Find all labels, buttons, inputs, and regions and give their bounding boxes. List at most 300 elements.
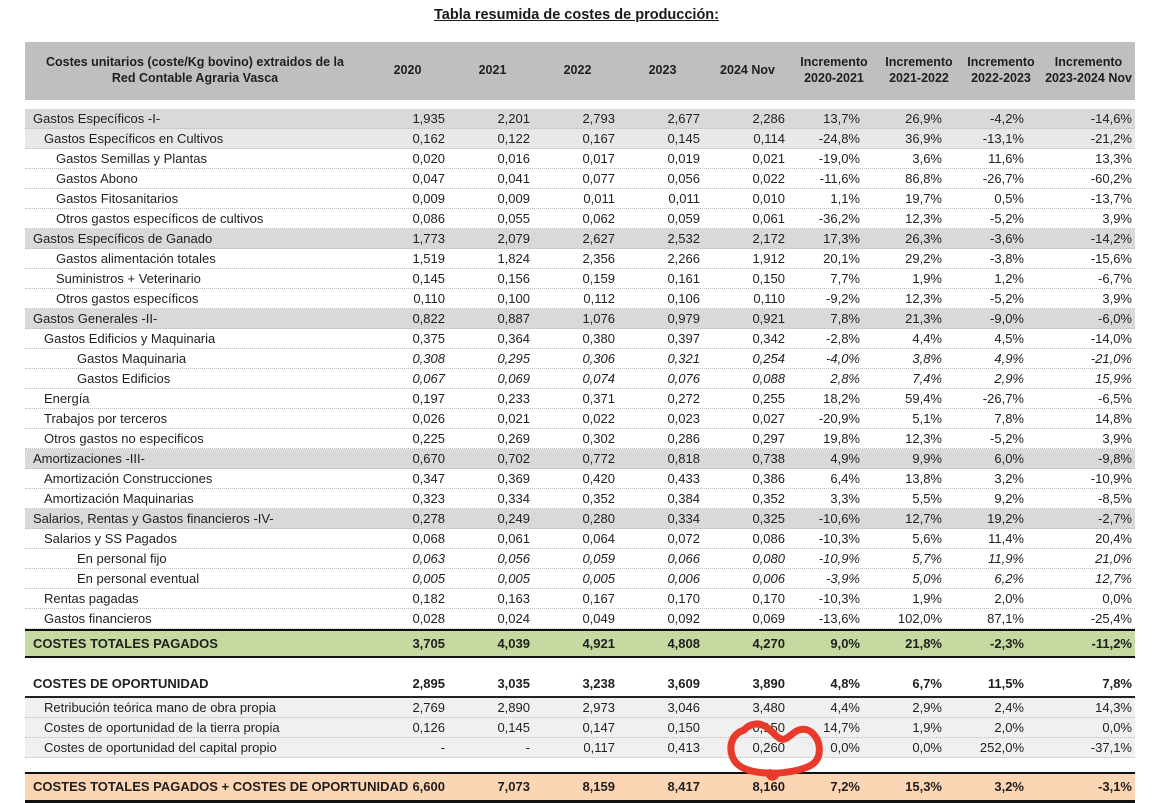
cell-year-value: 0,028 xyxy=(412,611,445,626)
row-label: Gastos financieros xyxy=(44,611,152,626)
cell-incremento-value: 18,2% xyxy=(823,391,860,406)
cell-incremento-value: 0,0% xyxy=(912,740,942,755)
table-row xyxy=(25,549,1135,569)
cell-year-value: 0,371 xyxy=(582,391,615,406)
row-label: Otros gastos específicos de cultivos xyxy=(56,211,264,226)
table-body xyxy=(25,109,1135,803)
cell-incremento-value: 3,2% xyxy=(994,471,1024,486)
cell-year-value: 3,480 xyxy=(752,700,785,715)
cell-incremento-value: 2,0% xyxy=(994,720,1024,735)
cell-incremento-value: -10,3% xyxy=(818,591,860,606)
cell-year-value: 0,019 xyxy=(667,151,700,166)
cell-year-value: 0,297 xyxy=(752,431,785,446)
cell-year-value: 0,072 xyxy=(667,531,700,546)
table-row xyxy=(25,149,1135,169)
cell-incremento-value: 0,0% xyxy=(1102,720,1132,735)
cell-year-value: 0,021 xyxy=(752,151,785,166)
cell-incremento-value: 7,8% xyxy=(830,311,860,326)
cell-incremento-value: 11,6% xyxy=(988,151,1024,166)
cell-year-value: 0,106 xyxy=(667,291,700,306)
cell-year-value: 0,887 xyxy=(497,311,530,326)
cell-year-value: 0,022 xyxy=(582,411,615,426)
cell-year-value: 3,035 xyxy=(497,676,530,691)
cell-incremento-value: -14,0% xyxy=(1090,331,1132,346)
row-label: Gastos Edificios xyxy=(77,371,171,386)
cell-year-value: 0,167 xyxy=(582,591,615,606)
cell-incremento-value: -4,2% xyxy=(990,111,1024,126)
col-header-year: 2023 xyxy=(648,63,677,78)
cell-incremento-value: 26,3% xyxy=(905,231,942,246)
cell-incremento-value: -15,6% xyxy=(1090,251,1132,266)
cell-year-value: 0,147 xyxy=(582,720,615,735)
cell-incremento-value: 4,8% xyxy=(830,676,860,691)
table-row xyxy=(25,289,1135,309)
col-header-incremento xyxy=(878,42,960,100)
cell-incremento-value: 21,0% xyxy=(1095,551,1132,566)
cell-incremento-value: -6,7% xyxy=(1098,271,1132,286)
cell-incremento-value: -9,2% xyxy=(826,291,860,306)
cell-incremento-value: -20,9% xyxy=(818,411,860,426)
cell-incremento-value: 2,0% xyxy=(994,591,1024,606)
cell-year-value: 0,056 xyxy=(497,551,530,566)
cell-year-value: 0,005 xyxy=(497,571,530,586)
cell-year-value: 2,793 xyxy=(582,111,615,126)
cell-year-value: 0,062 xyxy=(582,211,615,226)
row-label: Costes de oportunidad del capital propio xyxy=(44,740,277,755)
table-row xyxy=(25,209,1135,229)
col-header-year: 2021 xyxy=(478,63,507,78)
cell-incremento-value: 14,7% xyxy=(823,720,860,735)
row-label: Gastos Específicos en Cultivos xyxy=(44,131,224,146)
cell-year-value: 0,308 xyxy=(412,351,445,366)
cell-incremento-value: 4,4% xyxy=(912,331,942,346)
cell-year-value: 0,069 xyxy=(752,611,785,626)
cell-year-value: 0,066 xyxy=(667,551,700,566)
table-row xyxy=(25,229,1135,249)
cell-year-value: 0,822 xyxy=(412,311,445,326)
cell-incremento-value: -2,3% xyxy=(990,636,1024,651)
cell-year-value: 0,047 xyxy=(412,171,445,186)
cell-incremento-value: 1,9% xyxy=(912,720,942,735)
cell-year-value: 0,110 xyxy=(413,291,445,306)
row-label: Gastos Específicos -I- xyxy=(33,111,161,126)
cell-year-value: 0,063 xyxy=(412,551,445,566)
cell-incremento-value: -2,7% xyxy=(1098,511,1132,526)
cell-year-value: 0,086 xyxy=(752,531,785,546)
cell-year-value: 0,280 xyxy=(582,511,615,526)
cell-year-value: 0,397 xyxy=(667,331,700,346)
cell-year-value: 0,010 xyxy=(752,191,785,206)
table-row xyxy=(25,569,1135,589)
cell-incremento-value: -9,0% xyxy=(990,311,1024,326)
row-label: Salarios, Rentas y Gastos financieros -IV- xyxy=(33,511,274,526)
cell-year-value: 0,022 xyxy=(752,171,785,186)
cell-year-value: 0,067 xyxy=(412,371,445,386)
cell-year-value: 0,074 xyxy=(582,371,615,386)
cell-incremento-value: -25,4% xyxy=(1090,611,1132,626)
row-label: Gastos Maquinaria xyxy=(77,351,187,366)
col-header-line: 2021-2022 xyxy=(889,71,949,85)
cell-incremento-value: -8,5% xyxy=(1098,491,1132,506)
cell-year-value: 0,269 xyxy=(497,431,530,446)
costs-table xyxy=(25,42,1135,803)
cell-incremento-value: 20,4% xyxy=(1095,531,1132,546)
cell-incremento-value: 5,0% xyxy=(912,571,942,586)
cell-year-value: 0,005 xyxy=(582,571,615,586)
cell-incremento-value: 14,3% xyxy=(1095,700,1132,715)
cell-year-value: 0,255 xyxy=(752,391,785,406)
row-label: Gastos Fitosanitarios xyxy=(56,191,179,206)
row-label: Suministros + Veterinario xyxy=(56,271,201,286)
cell-year-value: 0,225 xyxy=(412,431,445,446)
cell-year-value: 8,417 xyxy=(667,779,700,794)
table-row xyxy=(25,589,1135,609)
cell-year-value: 0,110 xyxy=(753,291,785,306)
cell-year-value: 1,773 xyxy=(412,231,445,246)
cell-incremento-value: -10,9% xyxy=(1090,471,1132,486)
cell-incremento-value: -10,9% xyxy=(818,551,860,566)
cell-incremento-value: -9,8% xyxy=(1098,451,1132,466)
cell-incremento-value: 0,0% xyxy=(830,740,860,755)
table-row xyxy=(25,629,1135,658)
cell-incremento-value: 21,3% xyxy=(905,311,942,326)
table-row xyxy=(25,349,1135,369)
col-header-line: Incremento xyxy=(800,55,868,70)
cell-year-value: 1,076 xyxy=(582,311,615,326)
cell-incremento-value: 87,1% xyxy=(987,611,1024,626)
row-gap xyxy=(25,758,1135,772)
cell-incremento-value: 12,7% xyxy=(1095,571,1132,586)
cell-year-value: 0,352 xyxy=(752,491,785,506)
cell-year-value: 0,352 xyxy=(582,491,615,506)
col-header-incremento xyxy=(1042,42,1135,100)
cell-year-value: 0,738 xyxy=(752,451,785,466)
cell-year-value: 0,369 xyxy=(497,471,530,486)
table-row xyxy=(25,698,1135,718)
table-row xyxy=(25,718,1135,738)
cell-year-value: 0,026 xyxy=(412,411,445,426)
cell-year-value: 0,145 xyxy=(412,271,445,286)
cell-year-value: 0,380 xyxy=(582,331,615,346)
cell-year-value: 0,272 xyxy=(667,391,700,406)
cell-incremento-value: 3,6% xyxy=(912,151,942,166)
cell-year-value: 0,161 xyxy=(667,271,700,286)
table-row xyxy=(25,389,1135,409)
cell-year-value: 0,061 xyxy=(752,211,785,226)
col-header-line: 2020-2021 xyxy=(804,71,864,85)
row-label: Otros gastos no especificos xyxy=(44,431,204,446)
row-label: Retribución teórica mano de obra propia xyxy=(44,700,276,715)
col-header-incremento xyxy=(790,42,878,100)
cell-incremento-value: -6,5% xyxy=(1098,391,1132,406)
row-label: Gastos Abono xyxy=(56,171,138,186)
row-label: Gastos alimentación totales xyxy=(56,251,216,266)
cell-incremento-value: 12,3% xyxy=(905,431,942,446)
cell-year-value: 2,890 xyxy=(497,700,530,715)
cell-year-value: 0,077 xyxy=(582,171,615,186)
page-title: Tabla resumida de costes de producción: xyxy=(434,7,719,23)
col-header-year: 2020 xyxy=(393,63,422,78)
table-row xyxy=(25,249,1135,269)
cell-year-value: 2,356 xyxy=(582,251,615,266)
row-label: COSTES DE OPORTUNIDAD xyxy=(33,676,209,691)
cell-year-value: 0,182 xyxy=(412,591,445,606)
cell-incremento-value: -6,0% xyxy=(1098,311,1132,326)
cell-year-value: 3,238 xyxy=(582,676,615,691)
row-label: Otros gastos específicos xyxy=(56,291,199,306)
table-row xyxy=(25,329,1135,349)
cell-year-value: 0,011 xyxy=(583,191,615,206)
cell-year-value: 0,302 xyxy=(582,431,615,446)
cell-incremento-value: -21,0% xyxy=(1090,351,1132,366)
cell-year-value: 0,005 xyxy=(412,571,445,586)
cell-incremento-value: -60,2% xyxy=(1090,171,1132,186)
cell-year-value: 4,808 xyxy=(667,636,700,651)
cell-year-value: 0,088 xyxy=(752,371,785,386)
cell-incremento-value: 2,8% xyxy=(830,371,860,386)
cell-incremento-value: 11,9% xyxy=(988,551,1024,566)
cell-year-value: 0,321 xyxy=(667,351,700,366)
cell-incremento-value: 0,5% xyxy=(994,191,1024,206)
cell-incremento-value: 6,7% xyxy=(912,676,942,691)
cell-year-value: 0,670 xyxy=(412,451,445,466)
col-header-year: 2024 Nov xyxy=(720,63,775,78)
cell-incremento-value: 4,5% xyxy=(994,331,1024,346)
cell-year-value: 8,160 xyxy=(752,779,785,794)
cell-year-value: 0,059 xyxy=(582,551,615,566)
cell-year-value: 0,064 xyxy=(582,531,615,546)
cell-incremento-value: 21,8% xyxy=(905,636,942,651)
cell-year-value: 3,705 xyxy=(412,636,445,651)
cell-incremento-value: -3,9% xyxy=(826,571,860,586)
cell-year-value: 1,912 xyxy=(752,251,785,266)
cell-incremento-value: 13,8% xyxy=(905,471,942,486)
cell-incremento-value: -13,6% xyxy=(818,611,860,626)
cell-incremento-value: -11,6% xyxy=(819,171,860,186)
cell-year-value: 0,016 xyxy=(497,151,530,166)
cell-incremento-value: 15,9% xyxy=(1095,371,1132,386)
cell-year-value: 0,167 xyxy=(582,131,615,146)
cell-incremento-value: 4,9% xyxy=(830,451,860,466)
cell-year-value: 2,532 xyxy=(667,231,700,246)
cell-year-value: 0,156 xyxy=(497,271,530,286)
cell-year-value: 0,334 xyxy=(497,491,530,506)
cell-incremento-value: 7,8% xyxy=(1102,676,1132,691)
table-row xyxy=(25,449,1135,469)
cell-year-value: 7,073 xyxy=(497,779,530,794)
cell-year-value: 2,079 xyxy=(497,231,530,246)
cell-incremento-value: 11,5% xyxy=(987,676,1024,691)
cell-incremento-value: 12,3% xyxy=(905,211,942,226)
table-row xyxy=(25,169,1135,189)
cell-year-value: 3,609 xyxy=(667,676,700,691)
cell-incremento-value: -13,1% xyxy=(982,131,1024,146)
cell-year-value: 2,895 xyxy=(412,676,445,691)
header-gap xyxy=(25,100,1135,109)
cell-year-value: 0,159 xyxy=(582,271,615,286)
cell-incremento-value: 5,6% xyxy=(912,531,942,546)
cell-year-value: 0,006 xyxy=(667,571,700,586)
cell-year-value: 0,306 xyxy=(582,351,615,366)
cell-year-value: 0,170 xyxy=(667,591,700,606)
cell-year-value: 0,197 xyxy=(412,391,445,406)
row-label: Rentas pagadas xyxy=(44,591,139,606)
cell-year-value: 0,117 xyxy=(583,740,615,755)
cell-incremento-value: -26,7% xyxy=(982,391,1024,406)
cell-year-value: 2,172 xyxy=(752,231,785,246)
cell-year-value: 0,041 xyxy=(497,171,530,186)
table-row xyxy=(25,509,1135,529)
cell-incremento-value: -14,6% xyxy=(1090,111,1132,126)
cell-year-value: 0,384 xyxy=(667,491,700,506)
cell-year-value: 0,295 xyxy=(497,351,530,366)
cell-incremento-value: 86,8% xyxy=(905,171,942,186)
cell-incremento-value: -5,2% xyxy=(990,211,1024,226)
cell-year-value: 0,061 xyxy=(497,531,530,546)
table-row xyxy=(25,529,1135,549)
cell-year-value: 0,286 xyxy=(667,431,700,446)
cell-incremento-value: -19,0% xyxy=(818,151,860,166)
cell-incremento-value: 14,8% xyxy=(1095,411,1132,426)
cell-incremento-value: 6,0% xyxy=(994,451,1024,466)
table-row xyxy=(25,269,1135,289)
cell-year-value: 0,059 xyxy=(667,211,700,226)
cell-incremento-value: 13,7% xyxy=(823,111,860,126)
row-label: Trabajos por terceros xyxy=(44,411,168,426)
table-row xyxy=(25,672,1135,698)
cell-incremento-value: -3,1% xyxy=(1098,779,1132,794)
cell-incremento-value: 1,1% xyxy=(830,191,860,206)
cell-incremento-value: 9,0% xyxy=(830,636,860,651)
cell-incremento-value: 1,2% xyxy=(994,271,1024,286)
cell-incremento-value: -21,2% xyxy=(1090,131,1132,146)
cell-year-value: 0,006 xyxy=(752,571,785,586)
cell-incremento-value: 3,9% xyxy=(1102,431,1132,446)
cell-incremento-value: 2,9% xyxy=(994,371,1024,386)
cell-year-value: 0,921 xyxy=(752,311,785,326)
cell-incremento-value: 7,8% xyxy=(994,411,1024,426)
cell-incremento-value: 36,9% xyxy=(905,131,942,146)
table-row xyxy=(25,409,1135,429)
col-header-line: 2023-2024 Nov xyxy=(1045,71,1132,85)
row-label: Energía xyxy=(44,391,90,406)
col-header-year: 2022 xyxy=(563,63,592,78)
cell-incremento-value: 3,3% xyxy=(830,491,860,506)
cell-year-value: 2,677 xyxy=(667,111,700,126)
row-label: Costes de oportunidad de la tierra propia xyxy=(44,720,280,735)
row-label: Amortización Maquinarias xyxy=(44,491,194,506)
cell-year-value: 0,011 xyxy=(668,191,700,206)
cell-year-value: 0,122 xyxy=(497,131,530,146)
cell-incremento-value: 15,3% xyxy=(905,779,942,794)
cell-incremento-value: 29,2% xyxy=(905,251,942,266)
cell-year-value: 0,049 xyxy=(582,611,615,626)
cell-incremento-value: 0,0% xyxy=(1102,591,1132,606)
cell-incremento-value: 19,8% xyxy=(823,431,860,446)
cell-year-value: 2,627 xyxy=(582,231,615,246)
col-header-line: 2022-2023 xyxy=(971,71,1031,85)
cell-year-value: 6,600 xyxy=(412,779,445,794)
cell-year-value: 0,334 xyxy=(667,511,700,526)
cell-incremento-value: 3,8% xyxy=(912,351,942,366)
cell-incremento-value: 20,1% xyxy=(823,251,860,266)
cell-incremento-value: -2,8% xyxy=(826,331,860,346)
col-header-line: Incremento xyxy=(885,55,953,70)
cell-year-value: 0,260 xyxy=(752,740,785,755)
header-label-cell: Costes unitarios (coste/Kg bovino) extraidos de la Red Contable Agraria Vasca xyxy=(46,55,344,85)
cell-year-value: 0,420 xyxy=(582,471,615,486)
cell-year-value: 0,076 xyxy=(667,371,700,386)
cell-year-value: 1,824 xyxy=(497,251,530,266)
cell-year-value: 4,039 xyxy=(497,636,530,651)
row-label: COSTES TOTALES PAGADOS + COSTES DE OPORTUNIDAD xyxy=(33,779,409,794)
cell-incremento-value: 4,9% xyxy=(994,351,1024,366)
cell-incremento-value: 5,7% xyxy=(912,551,942,566)
cell-incremento-value: -3,6% xyxy=(990,231,1024,246)
cell-year-value: 0,278 xyxy=(412,511,445,526)
cell-incremento-value: -36,2% xyxy=(818,211,860,226)
cell-year-value: 0,347 xyxy=(412,471,445,486)
cell-incremento-value: 3,9% xyxy=(1102,211,1132,226)
cell-year-value: 0,080 xyxy=(752,551,785,566)
cell-incremento-value: 1,9% xyxy=(912,271,942,286)
cell-year-value: 0,009 xyxy=(497,191,530,206)
cell-year-value: 0,375 xyxy=(412,331,445,346)
cell-incremento-value: -13,7% xyxy=(1090,191,1132,206)
cell-incremento-value: 2,9% xyxy=(912,700,942,715)
cell-incremento-value: -14,2% xyxy=(1090,231,1132,246)
cell-year-value: 0,021 xyxy=(497,411,530,426)
table-row xyxy=(25,129,1135,149)
cell-year-value: 0,163 xyxy=(497,591,530,606)
row-label: Gastos Generales -II- xyxy=(33,311,158,326)
table-row xyxy=(25,109,1135,129)
col-header-line: Incremento xyxy=(1054,55,1123,70)
cell-year-value: 0,100 xyxy=(497,291,530,306)
table-row xyxy=(25,489,1135,509)
cell-incremento-value: -24,8% xyxy=(818,131,860,146)
cell-year-value: 0,092 xyxy=(667,611,700,626)
cell-incremento-value: 11,4% xyxy=(988,531,1024,546)
cell-incremento-value: -5,2% xyxy=(990,291,1024,306)
cell-year-value: 0,702 xyxy=(497,451,530,466)
cell-year-value: 0,772 xyxy=(582,451,615,466)
cell-incremento-value: 4,4% xyxy=(830,700,860,715)
cell-incremento-value: 59,4% xyxy=(905,391,942,406)
cell-year-value: - xyxy=(525,740,530,755)
cell-year-value: 0,386 xyxy=(752,471,785,486)
cell-year-value: 0,017 xyxy=(582,151,615,166)
cell-year-value: 0,150 xyxy=(752,271,785,286)
cell-year-value: 2,769 xyxy=(412,700,445,715)
cell-incremento-value: -11,2% xyxy=(1091,636,1132,651)
cell-year-value: 2,973 xyxy=(582,700,615,715)
cell-year-value: 0,086 xyxy=(412,211,445,226)
table-row xyxy=(25,609,1135,629)
row-label: Salarios y SS Pagados xyxy=(44,531,177,546)
cell-incremento-value: 6,2% xyxy=(994,571,1024,586)
cell-incremento-value: 12,7% xyxy=(905,511,942,526)
cell-incremento-value: 17,3% xyxy=(823,231,860,246)
table-header-row xyxy=(25,42,1135,100)
cell-year-value: 0,145 xyxy=(497,720,530,735)
cell-incremento-value: -37,1% xyxy=(1090,740,1132,755)
cell-incremento-value: 2,4% xyxy=(994,700,1024,715)
cell-year-value: 0,254 xyxy=(752,351,785,366)
col-header-incremento xyxy=(960,42,1042,100)
cell-year-value: 0,413 xyxy=(667,740,700,755)
cell-year-value: 0,023 xyxy=(667,411,700,426)
